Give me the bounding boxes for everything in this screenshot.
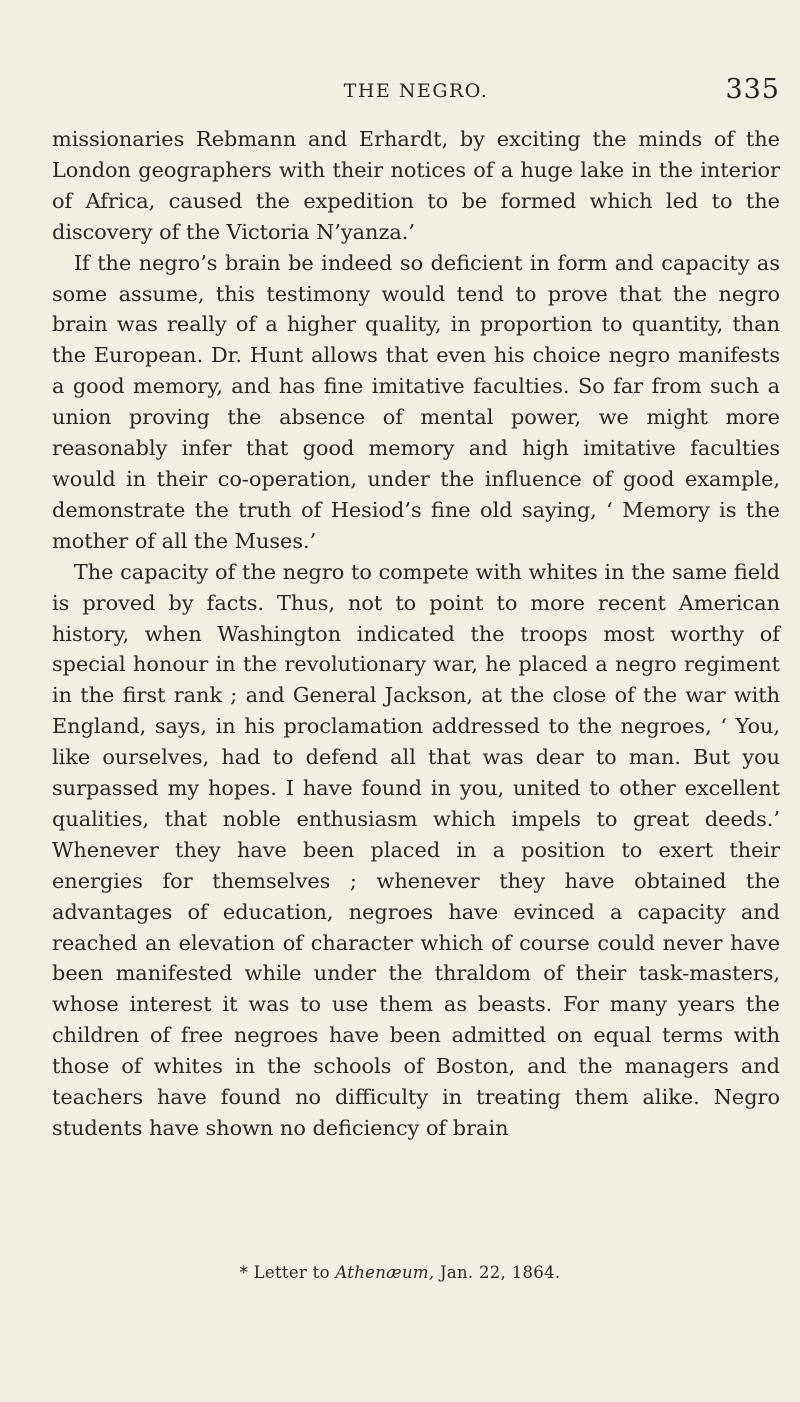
paragraph-1: missionaries Rebmann and Erhardt, by exciting the minds of the London geographers with their notices of a huge lake in the interior of Africa, caused the expedition to be formed which led to the discovery of the Victoria N’yanza.’ — [52, 127, 780, 244]
running-head: THE NEGRO. — [343, 80, 489, 102]
paragraph-2: If the negro’s brain be indeed so deficient in form and capacity as some assume, this testimony would tend to prove that the negro brain was really of a higher quality, in proportion to quantity, than the European. Dr. Hunt allows that even his choice negro manifests a good memory, and has fine imitative faculties. So far from such a union proving the absence of mental power, we might more reasonably infer that good memory and high imitative faculties would in their co-operation, under the influence of good example, demonstrate the truth of Hesiod’s fine old saying, ‘ Memory is the mother of all the Muses.’ — [52, 250, 780, 553]
footnote-date: Jan. 22, 1864. — [439, 1263, 561, 1282]
body-text — [52, 124, 780, 1144]
paragraph-3: The capacity of the negro to compete with whites in the same field is proved by facts. Thus, not to point to more recent American history, when Washington indicated the troops most worthy of special honour in the revolutionary war, he placed a negro regiment in the first rank ; and General Jackson, at the close of the war with England, says, in his proclamation addressed to the negroes, ‘ You, like ourselves, had to defend all that was dear to man. But you surpassed my hopes. I have found in you, united to other excellent qualities, that noble enthusiasm which impels to great deeds.’ Whenever they have been placed in a position to exert their energies for themselves ; whenever they have obtained the advantages of education, negroes have evinced a capacity and reached an elevation of character which of course could never have been manifested while under the thraldom of their task-masters, whose interest it was to use them as beasts. For many years the children of free negroes have been admitted on equal terms with those of whites in the schools of Boston, and the managers and teachers have found no difficulty in treating them alike. Negro students have shown no deficiency of brain — [52, 559, 780, 1140]
page-header — [52, 74, 780, 114]
page-number: 335 — [725, 74, 780, 105]
footnote — [0, 1263, 800, 1282]
footnote-prefix: Letter to — [253, 1263, 330, 1282]
footnote-marker: * — [239, 1263, 249, 1282]
footnote-journal: Athenæum, — [335, 1263, 435, 1282]
